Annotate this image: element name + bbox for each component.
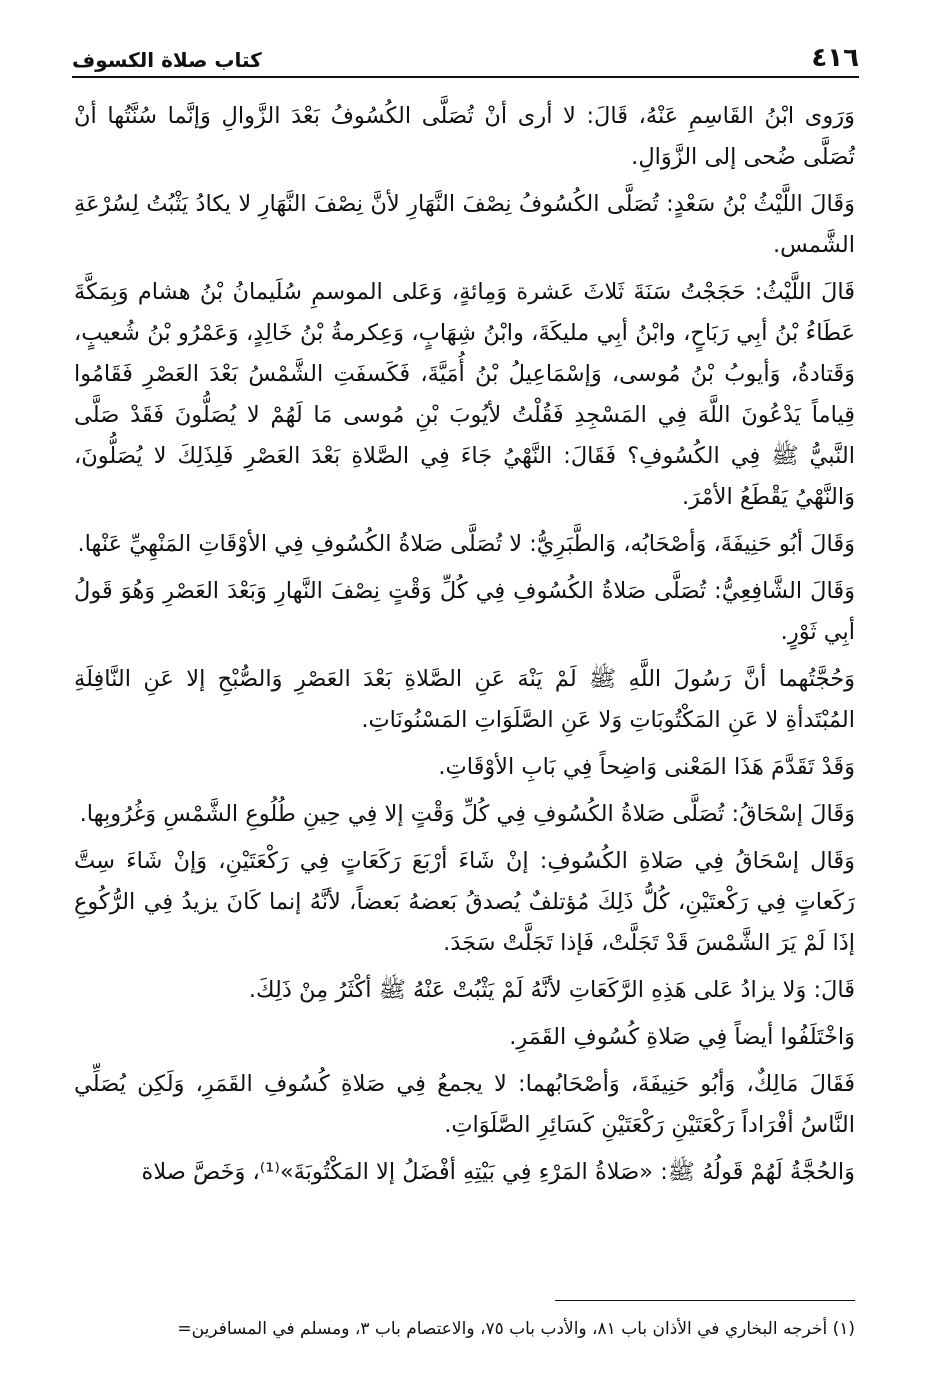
paragraph: وَرَوى ابْنُ القَاسِمِ عَنْهُ، قَالَ: لا أرى أنْ تُصَلَّى الكُسُوفُ بَعْدَ الزَّوالِ وَإنَّما سُنَّتُها أنْ تُصَلَّى ضُحى إلى الزَّوَالِ. (74, 103, 855, 170)
paragraph: وَقَالَ الشَّافِعِيُّ: تُصَلَّى صَلاةُ الكُسُوفِ فِي كُلِّ وَقْتٍ نِصْفَ النَّهارِ وَبَعْدَ العَصْرِ وَهُوَ قَولُ أبِي ثَوْرٍ. (74, 578, 855, 645)
running-title: كتاب صلاة الكسوف (72, 48, 262, 72)
footnote-separator (555, 1300, 855, 1301)
paragraph: وَالحُجَّةُ لَهُمْ قَولُهُ ﷺ: «صَلاةُ المَرْءِ فِي بَيْتِهِ أفْضَلُ إلا المَكْتُوبَةَ»⁽¹⁾، وَخَصَّ صلاة (141, 1159, 855, 1185)
paragraph: وَقَدْ تَقَدَّمَ هَذَا المَعْنى وَاضِحاً فِي بَابِ الأوْقَاتِ. (438, 754, 855, 780)
page-body (74, 96, 855, 1199)
paragraph: وَقَالَ اللَّيْثُ بْنُ سَعْدٍ: تُصَلَّى الكُسُوفُ نِصْفَ النَّهَارِ لأنَّ نِصْفَ النَّهَارِ لا يكادُ يَثْبُتُ لِسُرْعَةِ الشَّمس. (74, 191, 855, 258)
paragraph: وَقَال إسْحَاقُ فِي صَلاةِ الكُسُوفِ: إنْ شَاءَ أرْبَعَ رَكَعَاتٍ فِي رَكْعَتَيْنِ، وَإنْ شَاءَ سِتَّ رَكَعاتٍ فِي رَكْعتَيْنِ، كُلُّ ذَلِكَ مُؤتلفٌ يُصدقُ بَعضهُ بَعضاً، لأنَّهُ إنما كَانَ يزيدُ فِي الرُّكُوعِ إذَا لَمْ يَرَ الشَّمْسَ قَدْ تَجَلَّتْ، فَإذا تَجَلَّتْ سَجَدَ. (74, 848, 855, 956)
paragraph: قَالَ: وَلا يزادُ عَلى هَذِهِ الرَّكَعَاتِ لأنَّهُ لَمْ يَثْبُتْ عَنْهُ ﷺ أكْثَرُ مِنْ ذَلِكَ. (248, 977, 855, 1003)
paragraph: وَاخْتَلَفُوا أيضاً فِي صَلاةِ كُسُوفِ القَمَرِ. (509, 1024, 855, 1050)
paragraph: وَحُجَّتُهما أنَّ رَسُولَ اللَّهِ ﷺ لَمْ يَنْهَ عَنِ الصَّلاةِ بَعْدَ العَصْرِ وَالصُّبْحِ إلا عَنِ النَّافِلَةِ المُبْتَدأةِ لا عَنِ المَكْتُوبَاتِ وَلا عَنِ الصَّلَوَاتِ المَسْنُونَاتِ. (74, 666, 855, 733)
page-header (72, 30, 859, 78)
footnote: (١) أخرجه البخاري في الأذان باب ٨١، والأدب باب ٧٥، والاعتصام باب ٣، ومسلم في المسافرين= (177, 1319, 855, 1339)
paragraph: قَالَ اللَّيْثُ: حَجَجْتُ سَنَةَ ثَلاثَ عَشرة وَمِائةٍ، وَعَلى الموسمِ سُلَيمانُ بْنُ هشام وَبِمَكَّةَ عَطَاءُ بْنُ أبِي رَبَاحٍ، وابْنُ أبِي مليكَةَ، وابْنُ شِهَابٍ، وَعِكرمةُ بْنُ خَالِدٍ، وَعَمْرُو بْنُ شُعيبٍ، وَقَتادةُ، وَأيوبُ بْنُ مُوسى، وَإسْمَاعِيلُ بْنُ أُمَيَّةَ، فَكَسفَتِ الشَّمْسُ بَعْدَ العَصْرِ فَقَامُوا قِياماً يَدْعُونَ اللَّهَ فِي المَسْجِدِ فَقُلْتُ لأيُوبَ بْنِ مُوسى مَا لَهُمْ لا يُصَلُّونَ فَقَدْ صَلَّى النَّبيُّ ﷺ فِي الكُسُوفِ؟ فَقَالَ: النَّهْيُ جَاءَ فِي الصَّلاةِ بَعْدَ العَصْرِ فَلِذَلِكَ لا يُصَلُّونَ، وَالنَّهْيُ يَقْطَعُ الأمْرَ. (74, 279, 855, 510)
page-number: ٤١٦ (811, 43, 859, 74)
paragraph: فَقَالَ مَالِكٌ، وَأبُو حَنِيفَةَ، وَأصْحَابُهما: لا يجمعُ فِي صَلاةِ كُسُوفِ القَمَرِ، وَلَكِن يُصَلِّي النَّاسُ أفْرَاداً رَكْعَتَيْنِ رَكْعَتَيْنِ كَسَائِرِ الصَّلَوَاتِ. (74, 1071, 855, 1138)
paragraph: وَقَالَ أبُو حَنِيفَةَ، وَأصْحَابُه، وَالطَّبَرِيُّ: لا تُصَلَّى صَلاةُ الكُسُوفِ فِي الأوْقَاتِ المَنْهِيِّ عَنْها. (77, 531, 855, 557)
paragraph: وَقَالَ إسْحَاقُ: تُصَلَّى صَلاةُ الكُسُوفِ فِي كُلِّ وَقْتٍ إلا فِي حِينِ طُلُوعِ الشَّمْسِ وَغُرُوبِها. (79, 801, 855, 827)
